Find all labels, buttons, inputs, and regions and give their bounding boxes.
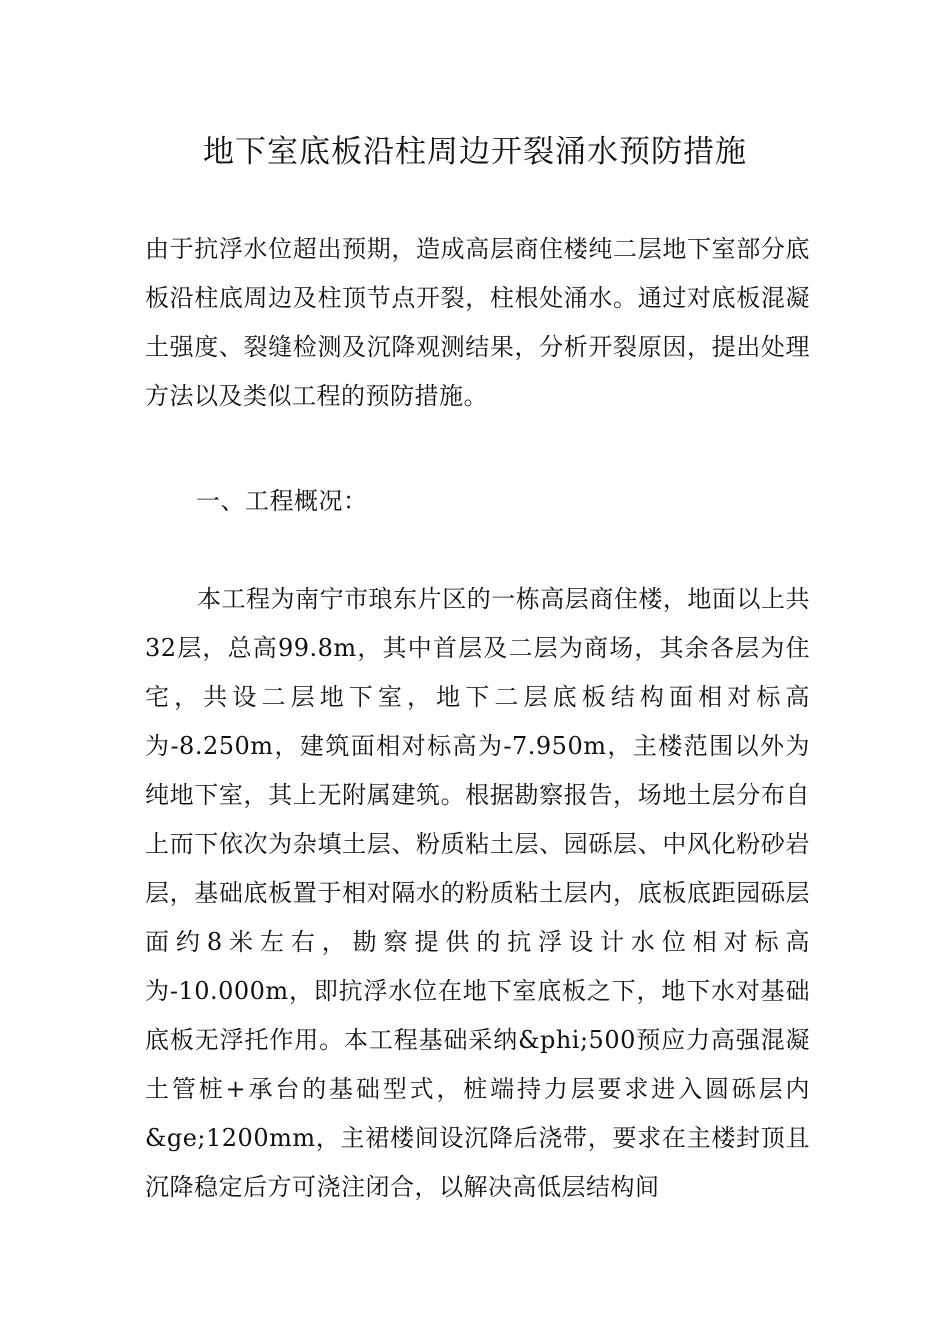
project-overview-paragraph: 本工程为南宁市琅东片区的一栋高层商住楼，地面以上共32层，总高99.8m，其中首层及二层为商场，其余各层为住宅，共设二层地下室，地下二层底板结构面相对标高为-8.250m，建筑面相对标高为-7.950m，主楼范围以外为纯地下室，其上无附属建筑。根据勘察报告，场地土层分布自上而下依次为杂填土层、粉质粘土层、园砾层、中风化粉砂岩层，基础底板置于相对隔水的粉质粘土层内，底板底距园砾层面约8米左右，勘察提供的抗浮设计水位相对标高为-10.000m，即抗浮水位在地下室底板之下，地下水对基础底板无浮托作用。本工程基础采纳&phi;500预应力高强混凝土管桩+承台的基础型式，桩端持力层要求进入圆砾层内&ge;1200mm，主裙楼间设沉降后浇带，要求在主楼封顶且沉降稳定后方可浇注闭合，以解决高低层结构间 (145, 585, 810, 1201)
document-title: 地下室底板沿柱周边开裂涌水预防措施 (203, 134, 747, 170)
section-heading: 一、工程概况： (196, 487, 368, 515)
abstract-paragraph: 由于抗浮水位超出预期，造成高层商住楼纯二层地下室部分底板沿柱底周边及柱顶节点开裂，柱根处涌水。通过对底板混凝土强度、裂缝检测及沉降观测结果，分析开裂原因，提出处理方法以及类似工程的预防措施。 (145, 235, 810, 410)
